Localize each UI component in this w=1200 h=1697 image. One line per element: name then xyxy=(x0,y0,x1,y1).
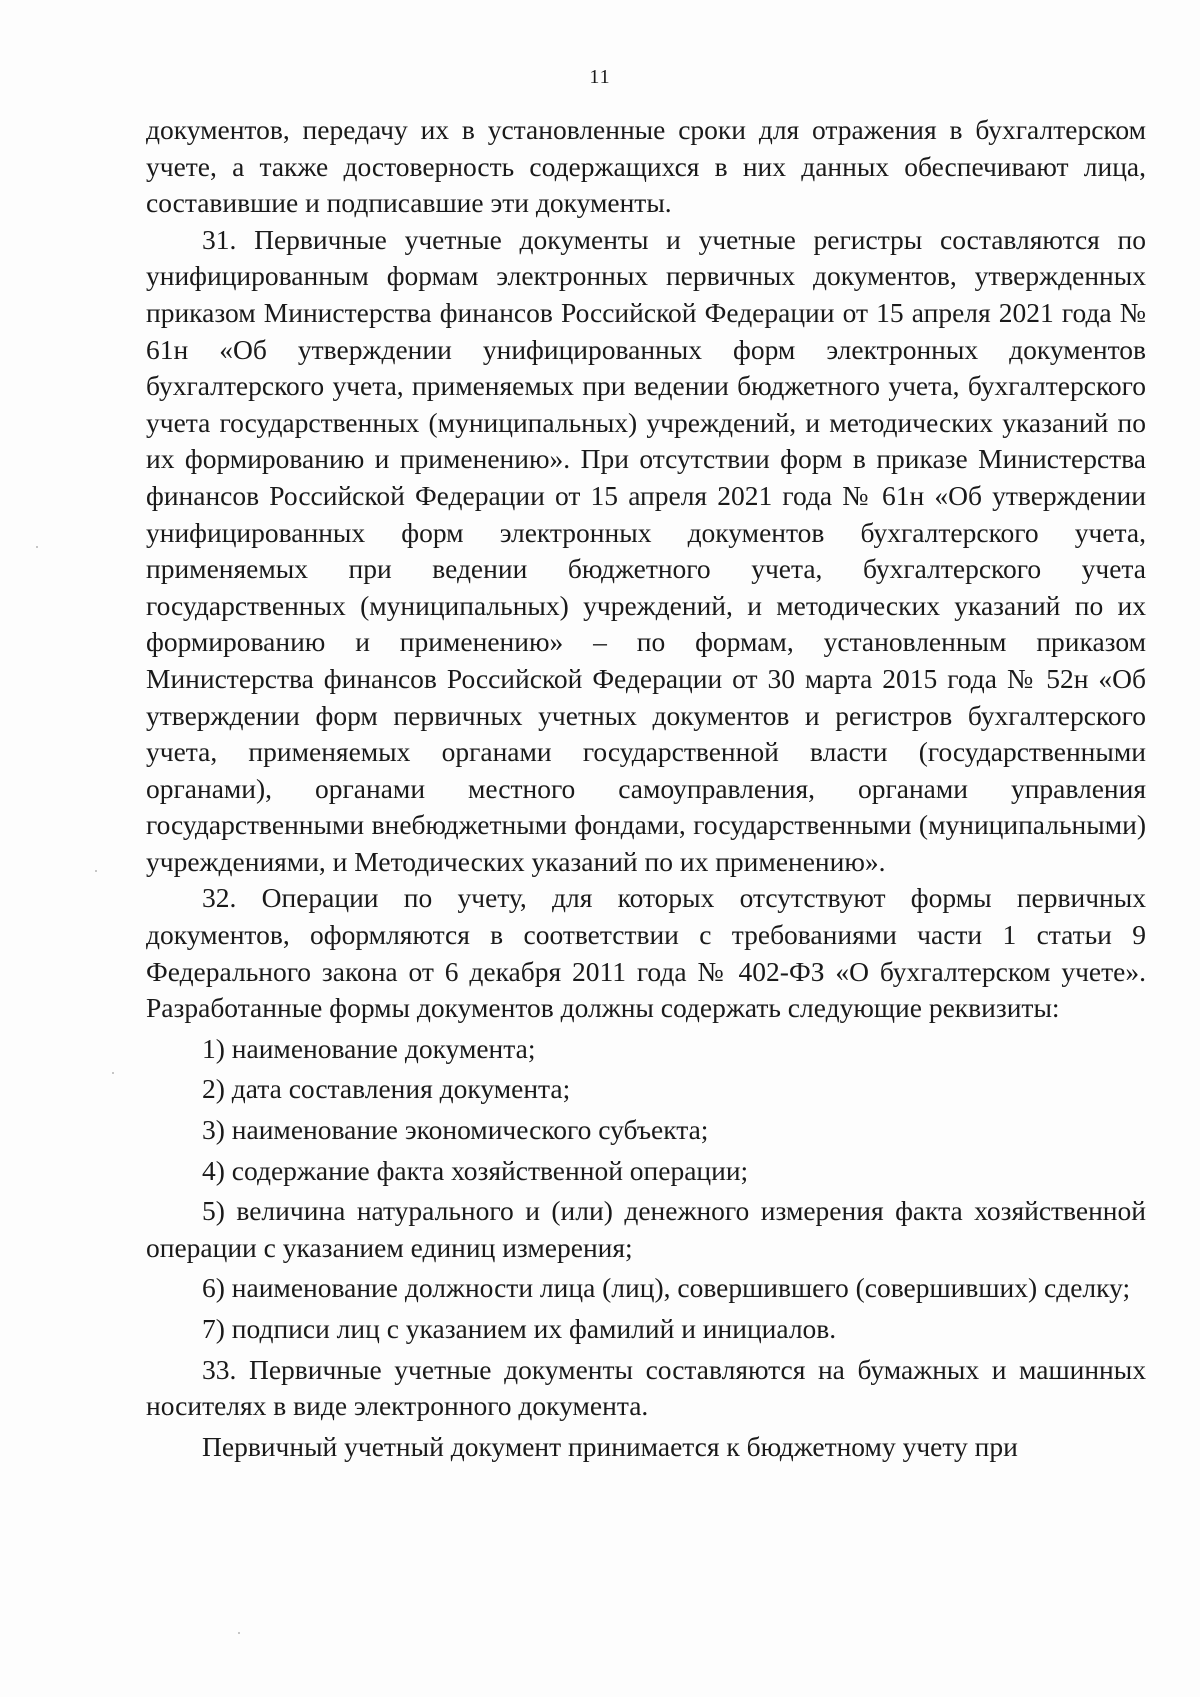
paragraph-31: 31. Первичные учетные документы и учетные регистры составляются по унифицированным формам электронных первичных документов, утвержденных приказом Министерства финансов Российской Федерации от 15 апреля 2021 года № 61н «Об утверждении унифицированных форм электронных документов бухгалтерского учета, применяемых при ведении бюджетного учета, бухгалтерского учета государственных (муниципальных) учреждений, и методических указаний по их формированию и применению». При отсутствии форм в приказе Министерства финансов Российской Федерации от 15 апреля 2021 года № 61н «Об утверждении унифицированных форм электронных документов бухгалтерского учета, применяемых при ведении бюджетного учета, бухгалтерского учета государственных (муниципальных) учреждений, и методических указаний по их формированию и применению» – по формам, установленным приказом Министерства финансов Российской Федерации от 30 марта 2015 года № 52н «Об утверждении форм первичных учетных документов и регистров бухгалтерского учета, применяемых органами государственной власти (государственными органами), органами местного самоуправления, органами управления государственными внебюджетными фондами, государственными (муниципальными) учреждениями, и Методических указаний по их применению». xyxy=(146,223,1146,877)
requisite-item-7: 7) подписи лиц с указанием их фамилий и инициалов. xyxy=(202,1313,837,1344)
requisite-item-1: 1) наименование документа; xyxy=(202,1032,536,1064)
paragraph-continuation: документов, передачу их в установленные сроки для отражения в бухгалтерском учете, а также достоверность содержащихся в них данных обеспечивают лица, составившие и подписавшие эти документы. xyxy=(146,114,1146,219)
document-body xyxy=(146,112,1146,1465)
paragraph-final: Первичный учетный документ принимается к бюджетному учету при xyxy=(202,1430,1018,1462)
requisite-item-4: 4) содержание факта хозяйственной операции; xyxy=(202,1154,749,1186)
scan-speck xyxy=(112,1072,114,1074)
requisite-item-3: 3) наименование экономического субъекта; xyxy=(202,1114,709,1146)
paragraph-33: 33. Первичные учетные документы составляются на бумажных и машинных носителях в виде электронного документа. xyxy=(146,1353,1146,1422)
scan-speck xyxy=(238,1632,240,1634)
scan-speck xyxy=(95,870,97,872)
paragraph-32: 32. Операции по учету, для которых отсутствуют формы первичных документов, оформляются в соответствии с требованиями части 1 статьи 9 Федерального закона от 6 декабря 2011 года № 402-ФЗ «О бухгалтерском учете». Разработанные формы документов должны содержать следующие реквизиты: xyxy=(146,882,1146,1024)
scan-speck xyxy=(36,546,38,548)
page-number: 11 xyxy=(589,66,611,88)
requisite-item-5: 5) величина натурального и (или) денежного измерения факта хозяйственной операции с указанием единиц измерения; xyxy=(146,1195,1146,1263)
requisite-item-2: 2) дата составления документа; xyxy=(202,1073,571,1105)
requisite-item-6: 6) наименование должности лица (лиц), совершившего (совершивших) сделку; xyxy=(202,1272,1131,1304)
